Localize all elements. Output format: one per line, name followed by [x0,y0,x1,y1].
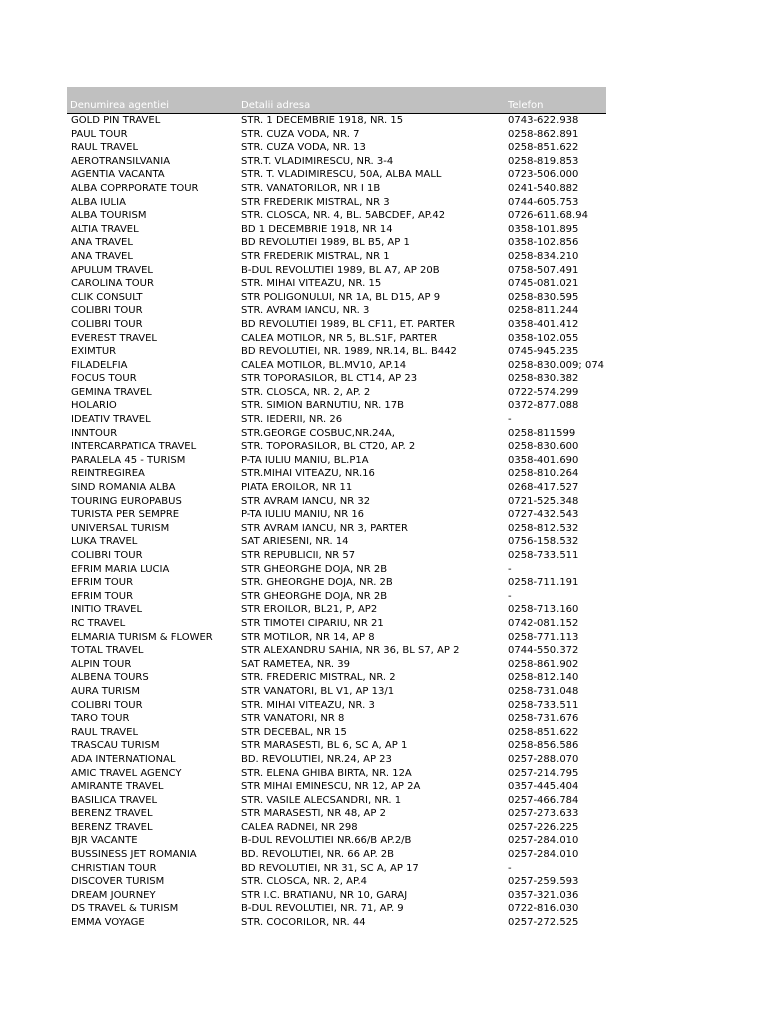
agency-name-cell: EXIMTUR [71,346,117,358]
phone-cell: 0258-731.676 [508,713,579,725]
phone-cell: 0258-812.140 [508,672,579,684]
address-cell: STR EROILOR, BL21, P, AP2 [241,604,378,616]
phone-cell: 0257-284.010 [508,835,579,847]
agency-name-cell: FILADELFIA [71,359,128,371]
phone-cell: 0257-466.784 [508,794,579,806]
agency-name-cell: APULUM TRAVEL [71,264,153,276]
address-cell: SAT RAMETEA, NR. 39 [241,658,350,670]
table-row [67,563,606,577]
phone-cell: 0372-877.088 [508,400,579,412]
table-row [67,590,606,604]
table-row [67,114,606,128]
agency-name-cell: REINTREGIREA [71,468,145,480]
phone-cell: 0726-611.68.94 [508,210,588,222]
address-cell: STR. CLOSCA, NR. 2, AP.4 [241,876,368,888]
phone-cell: 0258-810.264 [508,468,579,480]
table-row [67,834,606,848]
phone-cell: 0358-102.856 [508,237,579,249]
table-row [67,223,606,237]
phone-cell: - [508,414,512,426]
table-row [67,332,606,346]
phone-cell: 0357-321.036 [508,889,579,901]
phone-cell: 0258-713.160 [508,604,579,616]
agency-name-cell: COLIBRI TOUR [71,305,143,317]
phone-cell: - [508,563,512,575]
address-cell: STR. MIHAI VITEAZU, NR. 3 [241,699,375,711]
address-cell: BD REVOLUTIEI, NR 31, SC A, AP 17 [241,862,419,874]
table-row [67,318,606,332]
address-cell: STR TIMOTEI CIPARIU, NR 21 [241,617,384,629]
phone-cell: 0743-622.938 [508,115,579,126]
phone-cell: 0357-445.404 [508,781,579,793]
table-row [67,603,606,617]
phone-cell: 0257-284.010 [508,849,579,861]
table-row [67,780,606,794]
address-cell: STR. VANATORILOR, NR I 1B [241,182,381,194]
table-row [67,726,606,740]
phone-cell: 0258-731.048 [508,685,579,697]
header-agency-name: Denumirea agentiei [70,100,169,111]
address-cell: STR. ELENA GHIBA BIRTA, NR. 12A [241,767,412,779]
agency-name-cell: PARALELA 45 - TURISM [71,454,186,466]
table-row [67,481,606,495]
phone-cell: 0257-259.593 [508,876,579,888]
address-cell: STR. COCORILOR, NR. 44 [241,917,366,929]
table-row [67,902,606,916]
table-row [67,182,606,196]
table-row [67,128,606,142]
address-cell: BD REVOLUTIEI 1989, BL CF11, ET. PARTER [241,318,456,330]
agency-name-cell: DISCOVER TURISM [71,876,165,888]
phone-cell: 0744-605.753 [508,196,579,208]
phone-cell: 0258-830.009; 074 [508,359,605,371]
phone-cell: 0258-711.191 [508,577,579,589]
phone-cell: 0258-771.113 [508,631,579,643]
table-row [67,155,606,169]
table-row [67,399,606,413]
table-row [67,413,606,427]
agency-name-cell: ALBA COPRPORATE TOUR [71,182,199,194]
phone-cell: 0258-830.600 [508,441,579,453]
table-row [67,522,606,536]
table-row [67,739,606,753]
address-cell: P-TA IULIU MANIU, BL.P1A [241,454,369,466]
address-cell: STR.MIHAI VITEAZU, NR.16 [241,468,375,480]
agency-name-cell: TARO TOUR [71,713,130,725]
address-cell: BD REVOLUTIEI 1989, BL B5, AP 1 [241,237,410,249]
address-cell: STR. TOPORASILOR, BL CT20, AP. 2 [241,441,416,453]
address-cell: B-DUL REVOLUTIEI, NR. 71, AP. 9 [241,903,404,915]
address-cell: STR VANATORI, NR 8 [241,713,345,725]
address-cell: STR FREDERIK MISTRAL, NR 1 [241,250,390,262]
agency-name-cell: INTERCARPATICA TRAVEL [71,441,197,453]
agency-name-cell: EFRIM TOUR [71,590,134,602]
address-cell: STR VANATORI, BL V1, AP 13/1 [241,685,395,697]
phone-cell: 0257-272.525 [508,917,579,929]
agency-name-cell: ALBA TOURISM [71,210,147,222]
phone-cell: 0258-733.511 [508,550,579,561]
phone-cell: 0745-081.021 [508,278,579,290]
table-header [67,87,606,114]
address-cell: STR DECEBAL, NR 15 [241,726,347,738]
address-cell: STR TOPORASILOR, BL CT14, AP 23 [241,373,418,385]
address-cell: BD REVOLUTIEI, NR. 1989, NR.14, BL. B442 [241,346,457,358]
agency-name-cell: ALTIA TRAVEL [71,223,139,235]
phone-cell: 0756-158.532 [508,536,579,548]
address-cell: STR I.C. BRATIANU, NR 10, GARAJ [241,889,408,901]
table-row [67,277,606,291]
phone-cell: - [508,862,512,874]
agency-name-cell: INITIO TRAVEL [71,604,143,616]
table-row [67,372,606,386]
header-address: Detalii adresa [241,100,311,111]
table-row [67,264,606,278]
phone-cell: 0758-507.491 [508,264,579,276]
agency-name-cell: RC TRAVEL [71,617,126,629]
agency-name-cell: PAUL TOUR [71,128,128,140]
agency-name-cell: GEMINA TRAVEL [71,386,152,398]
agency-name-cell: RAUL TRAVEL [71,726,139,738]
address-cell: STR. T. VLADIMIRESCU, 50A, ALBA MALL [241,169,442,181]
address-cell: CALEA MOTILOR, NR 5, BL.S1F, PARTER [241,332,438,344]
address-cell: STR GHEORGHE DOJA, NR 2B [241,563,388,575]
phone-cell: 0258-830.595 [508,291,579,303]
phone-cell: 0358-102.055 [508,332,579,344]
address-cell: STR MOTILOR, NR 14, AP 8 [241,631,375,643]
phone-cell: 0257-288.070 [508,753,579,765]
phone-cell: 0358-401.412 [508,318,579,330]
agency-name-cell: DS TRAVEL & TURISM [71,903,179,915]
table-row [67,916,606,930]
address-cell: STR. CUZA VODA, NR. 13 [241,142,366,154]
phone-cell: 0258-861.902 [508,658,579,670]
table-row [67,875,606,889]
address-cell: STR. SIMION BARNUTIU, NR. 17B [241,400,405,412]
address-cell: SAT ARIESENI, NR. 14 [241,536,349,548]
agency-name-cell: FOCUS TOUR [71,373,137,385]
phone-cell: 0258-830.382 [508,373,579,385]
phone-cell: 0258-862.891 [508,128,579,140]
table-row [67,359,606,373]
address-cell: BD 1 DECEMBRIE 1918, NR 14 [241,223,393,235]
address-cell: CALEA MOTILOR, BL.MV10, AP.14 [241,359,407,371]
agency-table [67,87,606,930]
table-row [67,508,606,522]
agency-name-cell: BUSSINESS JET ROMANIA [71,849,197,861]
agency-name-cell: AMIRANTE TRAVEL [71,781,164,793]
table-row [67,427,606,441]
agency-name-cell: EVEREST TRAVEL [71,332,157,344]
phone-cell: 0358-401.690 [508,454,579,466]
table-row [67,807,606,821]
address-cell: STR ALEXANDRU SAHIA, NR 36, BL S7, AP 2 [241,645,460,657]
phone-cell: 0258-733.511 [508,699,579,711]
address-cell: STR MARASESTI, BL 6, SC A, AP 1 [241,740,408,752]
agency-name-cell: SIND ROMANIA ALBA [71,482,176,494]
phone-cell: 0258-812.532 [508,522,579,534]
agency-name-cell: IDEATIV TRAVEL [71,414,151,426]
phone-cell: 0257-214.795 [508,767,579,779]
agency-name-cell: AURA TURISM [71,685,141,697]
agency-name-cell: TRASCAU TURISM [71,740,160,752]
agency-name-cell: ADA INTERNATIONAL [71,753,176,765]
phone-cell: 0241-540.882 [508,182,579,194]
address-cell: STR REPUBLICII, NR 57 [241,550,356,561]
agency-name-cell: ANA TRAVEL [71,250,133,262]
table-row [67,535,606,549]
agency-name-cell: DREAM JOURNEY [71,889,156,901]
agency-name-cell: BERENZ TRAVEL [71,808,153,820]
table-row [67,168,606,182]
agency-name-cell: AGENTIA VACANTA [71,169,165,181]
table-row [67,753,606,767]
table-row [67,495,606,509]
address-cell: STR. MIHAI VITEAZU, NR. 15 [241,278,382,290]
table-row [67,291,606,305]
address-cell: STR AVRAM IANCU, NR 3, PARTER [241,522,408,534]
table-row [67,862,606,876]
phone-cell: 0258-851.622 [508,142,579,154]
address-cell: STR. CLOSCA, NR. 2, AP. 2 [241,386,371,398]
table-row [67,671,606,685]
table-row [67,767,606,781]
address-cell: STR. FREDERIC MISTRAL, NR. 2 [241,672,396,684]
table-row [67,386,606,400]
table-row [67,304,606,318]
agency-name-cell: ELMARIA TURISM & FLOWER [71,631,213,643]
phone-cell: 0258-819.853 [508,155,579,167]
agency-name-cell: TURISTA PER SEMPRE [71,509,180,521]
address-cell: STR. CLOSCA, NR. 4, BL. 5ABCDEF, AP.42 [241,210,446,222]
agency-name-cell: BERENZ TRAVEL [71,821,153,833]
header-phone: Telefon [508,100,544,111]
phone-cell: 0744-550.372 [508,645,579,657]
table-row [67,454,606,468]
address-cell: PIATA EROILOR, NR 11 [241,482,353,494]
agency-name-cell: AEROTRANSILVANIA [71,155,171,167]
table-row [67,440,606,454]
agency-name-cell: EFRIM TOUR [71,577,134,589]
phone-cell: 0745-945.235 [508,346,579,358]
table-row [67,467,606,481]
table-row [67,345,606,359]
agency-name-cell: HOLARIO [71,400,117,412]
phone-cell: 0358-101.895 [508,223,579,235]
agency-name-cell: INNTOUR [71,427,118,439]
agency-name-cell: ALBA IULIA [71,196,126,208]
phone-cell: 0258-856.586 [508,740,579,752]
table-row [67,549,606,563]
table-row [67,617,606,631]
address-cell: STR. GHEORGHE DOJA, NR. 2B [241,577,393,589]
address-cell: STR. 1 DECEMBRIE 1918, NR. 15 [241,115,404,126]
agency-name-cell: ANA TRAVEL [71,237,133,249]
address-cell: B-DUL REVOLUTIEI 1989, BL A7, AP 20B [241,264,440,276]
table-row [67,196,606,210]
phone-cell: 0268-417.527 [508,482,579,494]
agency-name-cell: COLIBRI TOUR [71,550,143,561]
table-row [67,685,606,699]
table-row [67,848,606,862]
address-cell: CALEA RADNEI, NR 298 [241,821,358,833]
table-row [67,658,606,672]
agency-name-cell: COLIBRI TOUR [71,699,143,711]
agency-name-cell: BJR VACANTE [71,835,138,847]
phone-cell: 0258-851.622 [508,726,579,738]
phone-cell: 0721-525.348 [508,495,579,507]
table-body [67,114,606,930]
address-cell: STR. AVRAM IANCU, NR. 3 [241,305,370,317]
agency-name-cell: COLIBRI TOUR [71,318,143,330]
agency-name-cell: LUKA TRAVEL [71,536,138,548]
phone-cell: 0722-574.299 [508,386,579,398]
agency-name-cell: EMMA VOYAGE [71,917,145,929]
phone-cell: 0257-273.633 [508,808,579,820]
address-cell: STR MIHAI EMINESCU, NR 12, AP 2A [241,781,421,793]
address-cell: STR GHEORGHE DOJA, NR 2B [241,590,388,602]
phone-cell: 0258-811599 [508,427,576,439]
table-row [67,576,606,590]
address-cell: STR.T. VLADIMIRESCU, NR. 3-4 [241,155,394,167]
agency-name-cell: ALBENA TOURS [71,672,149,684]
agency-name-cell: TOURING EUROPABUS [71,495,182,507]
phone-cell: 0722-816.030 [508,903,579,915]
address-cell: STR. CUZA VODA, NR. 7 [241,128,360,140]
table-row [67,821,606,835]
agency-name-cell: TOTAL TRAVEL [71,645,144,657]
phone-cell: 0257-226.225 [508,821,579,833]
agency-name-cell: CHRISTIAN TOUR [71,862,157,874]
address-cell: P-TA IULIU MANIU, NR 16 [241,509,365,521]
agency-name-cell: RAUL TRAVEL [71,142,139,154]
agency-name-cell: EFRIM MARIA LUCIA [71,563,170,575]
address-cell: STR.GEORGE COSBUC,NR.24A, [241,427,395,439]
phone-cell: 0727-432.543 [508,509,579,521]
agency-name-cell: BASILICA TRAVEL [71,794,158,806]
table-row [67,250,606,264]
address-cell: STR. IEDERII, NR. 26 [241,414,343,426]
table-row [67,644,606,658]
table-row [67,794,606,808]
address-cell: STR FREDERIK MISTRAL, NR 3 [241,196,390,208]
table-row [67,712,606,726]
agency-name-cell: GOLD PIN TRAVEL [71,115,161,126]
agency-name-cell: CAROLINA TOUR [71,278,154,290]
address-cell: BD. REVOLUTIEI, NR.24, AP 23 [241,753,392,765]
table-row [67,889,606,903]
phone-cell: 0723-506.000 [508,169,579,181]
address-cell: BD. REVOLUTIEI, NR. 66 AP. 2B [241,849,395,861]
table-row [67,699,606,713]
address-cell: STR POLIGONULUI, NR 1A, BL D15, AP 9 [241,291,441,303]
phone-cell: 0742-081.152 [508,617,579,629]
agency-name-cell: ALPIN TOUR [71,658,132,670]
table-row [67,209,606,223]
phone-cell: 0258-834.210 [508,250,579,262]
phone-cell: 0258-811.244 [508,305,579,317]
address-cell: STR AVRAM IANCU, NR 32 [241,495,371,507]
table-row [67,631,606,645]
address-cell: STR MARASESTI, NR 48, AP 2 [241,808,386,820]
phone-cell: - [508,590,512,602]
agency-name-cell: AMIC TRAVEL AGENCY [71,767,182,779]
agency-name-cell: CLIK CONSULT [71,291,143,303]
address-cell: B-DUL REVOLUTIEI NR.66/B AP.2/B [241,835,412,847]
table-row [67,236,606,250]
address-cell: STR. VASILE ALECSANDRI, NR. 1 [241,794,402,806]
agency-name-cell: UNIVERSAL TURISM [71,522,170,534]
table-row [67,141,606,155]
